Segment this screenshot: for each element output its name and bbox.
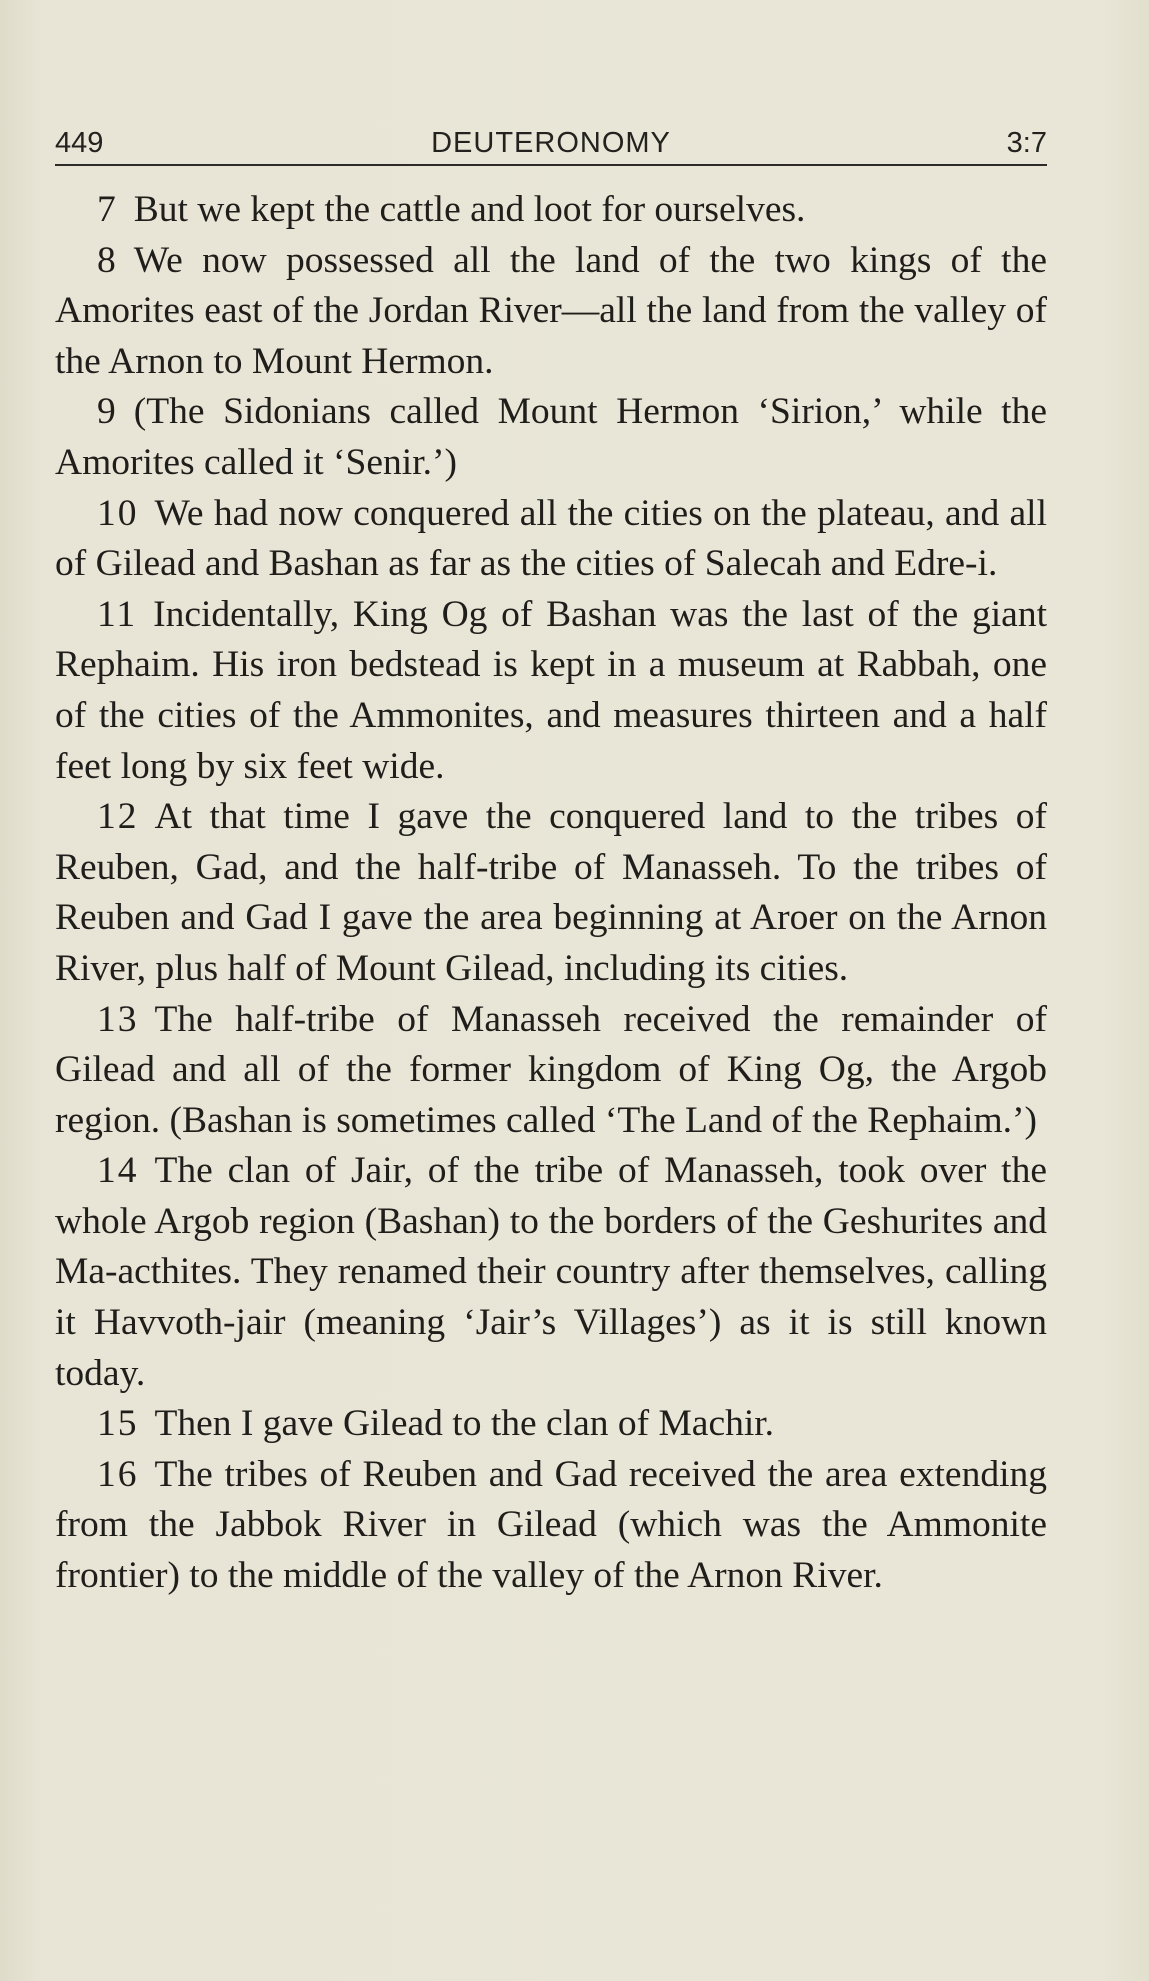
verse-9 bbox=[55, 387, 1047, 488]
verse-14 bbox=[55, 1146, 1047, 1399]
verse-10 bbox=[55, 489, 1047, 590]
verse-number: 13 bbox=[97, 998, 139, 1040]
verse-number: 16 bbox=[97, 1453, 139, 1495]
verse-11 bbox=[55, 590, 1047, 792]
verse-number: 9 bbox=[97, 391, 118, 433]
verse-number: 14 bbox=[97, 1150, 139, 1192]
scripture-text bbox=[55, 185, 1047, 1602]
verse-number: 7 bbox=[97, 189, 118, 230]
verse-8 bbox=[55, 236, 1047, 388]
verse-12 bbox=[55, 792, 1047, 994]
running-header bbox=[55, 126, 1047, 166]
verse-number: 8 bbox=[97, 239, 118, 281]
verse-text: (The Sidonians called Mount Hermon ‘Sirion,’ while the Amorites called it ‘Senir.’) bbox=[55, 391, 1047, 483]
verse-number: 10 bbox=[97, 492, 139, 534]
verse-number: 12 bbox=[97, 796, 139, 838]
running-title: DEUTERONOMY bbox=[431, 127, 671, 159]
verse-number: 15 bbox=[97, 1403, 139, 1445]
page-number: 449 bbox=[55, 127, 104, 159]
verse-text: We now possessed all the land of the two kings of the Amorites east of the Jordan River—all the land from the valley of the Arnon to Mount Hermon. bbox=[55, 239, 1047, 382]
verse-text: Then I gave Gilead to the clan of Machir. bbox=[154, 1403, 775, 1445]
verse-number: 11 bbox=[97, 593, 138, 635]
verse-text: The half-tribe of Manasseh received the remainder of Gilead and all of the former kingdom of King Og, the Argob region. (Bashan is sometimes called ‘The Land of the Rephaim.’) bbox=[55, 998, 1047, 1141]
verse-15 bbox=[55, 1399, 1047, 1450]
verse-text: Incidentally, King Og of Bashan was the last of the giant Rephaim. His iron bedstead is kept in a museum at Rabbah, one of the cities of the Ammonites, and measures thirteen and a half feet long by six feet wide. bbox=[55, 593, 1047, 787]
verse-text: But we kept the cattle and loot for ourselves. bbox=[133, 189, 806, 230]
verse-16 bbox=[55, 1450, 1047, 1602]
verse-13 bbox=[55, 995, 1047, 1147]
verse-text: At that time I gave the conquered land to the tribes of Reuben, Gad, and the half-tribe of Manasseh. To the tribes of Reuben and Gad I gave the area beginning at Aroer on the Arnon River, plus half of Mount Gilead, including its cities. bbox=[55, 796, 1047, 989]
verse-text: We had now conquered all the cities on the plateau, and all of Gilead and Bashan as far as the cities of Salecah and Edre-i. bbox=[55, 492, 1047, 585]
verse-text: The clan of Jair, of the tribe of Manasseh, took over the whole Argob region (Bashan) to the borders of the Geshurites and Ma-acthites. They renamed their country after themselves, calling it Havvoth-jair (meaning ‘Jair’s Villages’) as it is still known today. bbox=[55, 1150, 1047, 1394]
verse-7 bbox=[55, 185, 1047, 236]
verse-text: The tribes of Reuben and Gad received the area extending from the Jabbok River in Gilead (which was the Ammonite frontier) to the middle of the valley of the Arnon River. bbox=[55, 1453, 1047, 1597]
chapter-reference: 3:7 bbox=[1006, 127, 1047, 159]
